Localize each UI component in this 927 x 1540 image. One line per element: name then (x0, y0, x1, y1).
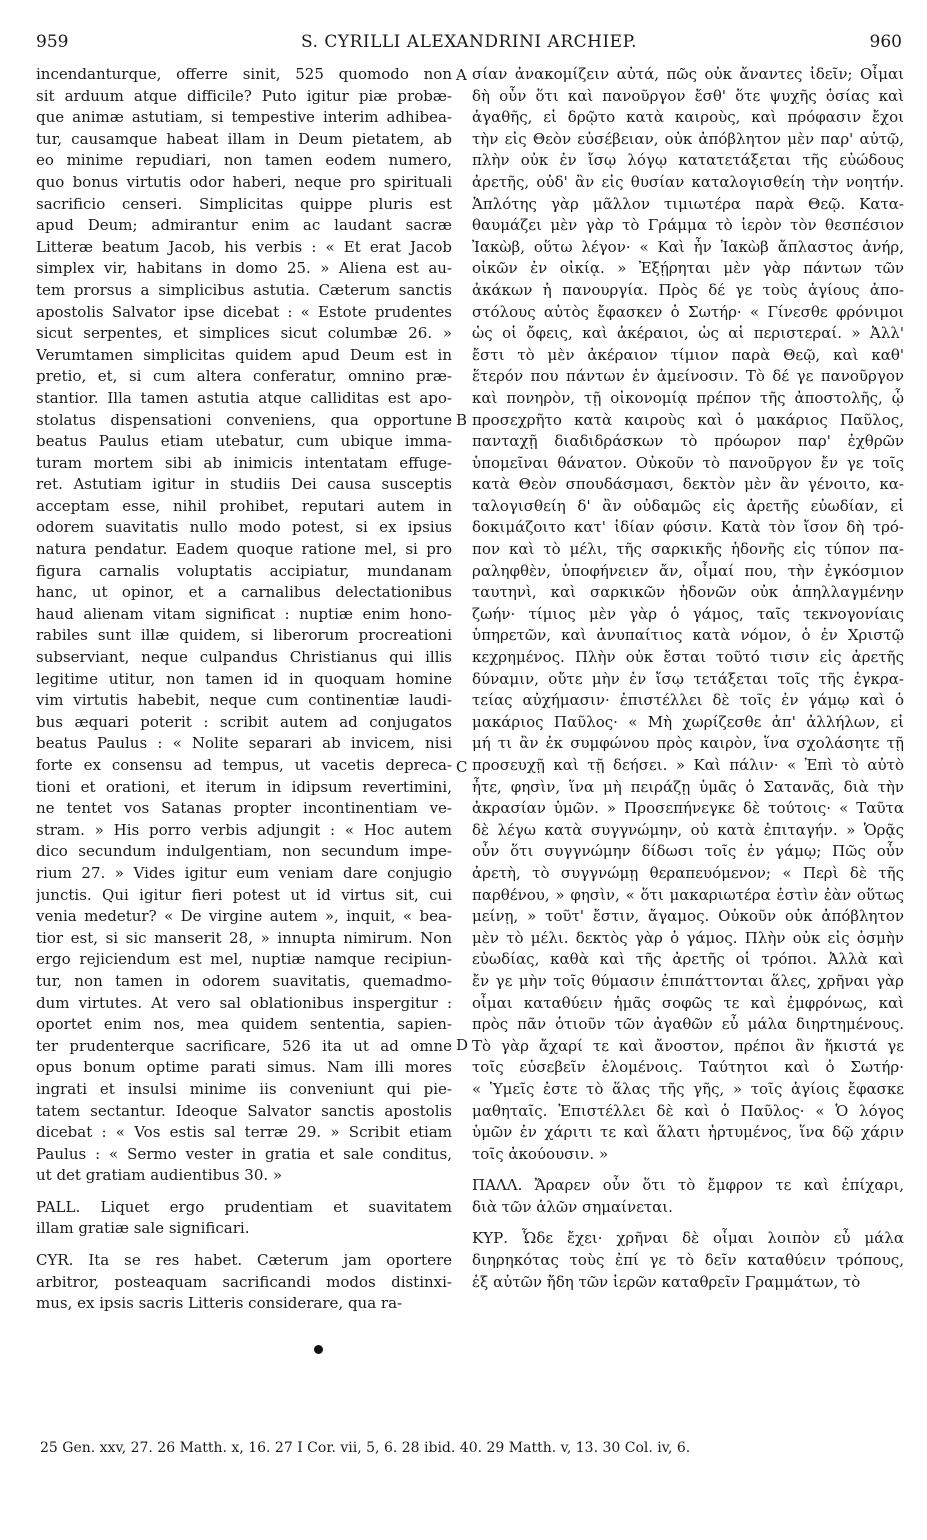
greek-text-line: ἀρετὴ, τὸ συγγνώμῃ θεραπευόμενον; « Περὶ δὲ τῆς (472, 863, 904, 882)
latin-text-line: dum virtutes. At vero sal oblationibus inspergitur : (36, 993, 452, 1012)
greek-text-line: θαυμάζει μὲν γὰρ τὸ Γράμμα τὸ ἱερὸν τὸν θεσπέσιον (472, 216, 904, 235)
latin-text-line: stram. » His porro verbis adjungit : « Hoc autem (36, 820, 452, 839)
greek-cyr-line: διηρηκότας τοὺς ἐπί γε τὸ δεῖν καταθύειν τρόπους, (472, 1251, 904, 1270)
greek-text-line: κατὰ Θεὸν σπουδάσμασι, δεκτὸν μὲν ἂν γένοιτο, κα- (472, 475, 904, 494)
latin-text-line: que animæ astutiam, si tempestive interim adhibea- (36, 108, 452, 127)
margin-letter-c: C (456, 758, 468, 776)
greek-text-line: οὖν ὅτι συγγνώμην δίδωσι τοῖς ἐν γάμῳ; Πῶς οὖν (472, 842, 904, 861)
latin-text-line: natura pendatur. Eadem quoque ratione mel, si pro (36, 540, 452, 559)
latin-text-line: beatus Paulus : « Nolite separari ab invicem, nisi (36, 734, 452, 753)
latin-text-line: ter prudenterque sacrificare, 526 ita ut ad omne (36, 1036, 452, 1055)
latin-text-line: rabiles sunt illæ quidem, si liberorum procreationi (36, 626, 452, 645)
greek-pall-line: διὰ τῶν ἁλῶν σημαίνεται. (472, 1197, 673, 1216)
greek-text-line: δοκιμάζοιτο κατ' ἰδίαν φύσιν. Κατὰ τὸν ἴσον δὴ τρό- (472, 518, 904, 537)
greek-text-line: μή τι ἂν ἐκ συμφώνου πρὸς καιρὸν, ἵνα σχολάσητε τῇ (472, 734, 904, 753)
latin-text-line: apud Deum; admirantur enim ac laudant sacræ (36, 216, 452, 235)
margin-letter-d: D (456, 1036, 469, 1054)
latin-text-line: tior est, si sic manserit 28, » innupta nimirum. Non (36, 928, 452, 947)
latin-text-line: ingrati et insulsi minime iis conveniunt qui pie- (36, 1079, 452, 1098)
latin-column (36, 64, 452, 1315)
latin-text-line: sicut serpentes, et simplices sicut columbæ 26. » (36, 324, 452, 343)
page-number-left: 959 (36, 32, 69, 52)
greek-text-line: οἶμαι καταθύειν ἡμᾶς σοφῶς τε καὶ ἐμφρόνως, καὶ (472, 993, 904, 1012)
greek-text-line: μακάριος Παῦλος· « Μὴ χωρίζεσθε ἀπ' ἀλλήλων, εἰ (472, 712, 904, 731)
latin-text-line: dico secundum indulgentiam, non secundum impe- (36, 842, 452, 861)
latin-pall-line: illam gratiæ sale significari. (36, 1219, 250, 1238)
latin-text-line: sacrificio censeri. Simplicitas quippe pluris est (36, 194, 452, 213)
latin-text-line: stolatus dispensationi conveniens, qua opportune (36, 410, 452, 429)
latin-text-line: ergo rejiciendum est mel, nuptiæ namque recipiun- (36, 950, 452, 969)
greek-paragraph-gap (472, 1165, 904, 1175)
greek-text-line: Ἰακὼβ, οὕτω λέγον· « Καὶ ἦν Ἰακὼβ ἄπλαστος ἀνήρ, (472, 237, 904, 256)
greek-text-line: πανταχῇ διαδιδράσκων τὸ πρόωρον παρ' ἐχθρῶν (472, 432, 904, 451)
greek-text-line: πον καὶ τὸ μέλι, τῆς σαρκικῆς ἡδονῆς εἰς τύπον πα- (472, 540, 904, 559)
greek-text-line: μαθηταῖς. Ἐπιστέλλει δὲ καὶ ὁ Παῦλος· « Ὁ λόγος (472, 1101, 904, 1120)
latin-text-line: legitime utitur, non tamen id in quoquam homine (36, 669, 452, 688)
ink-dot (314, 1345, 323, 1354)
greek-text-line: δὴ οὖν ὅτι καὶ πανοῦργον ἔσθ' ὅτε ψυχῆς ὁσίας καὶ (472, 86, 904, 105)
latin-pall-line: PALL. Liquet ergo prudentiam et suavitatem (36, 1197, 452, 1216)
latin-text-line: simplex vir, habitans in domo 25. » Aliena est au- (36, 259, 452, 278)
greek-text-line: Ἁπλότης γὰρ μᾶλλον τιμιωτέρα παρὰ Θεῷ. Κατα- (472, 194, 904, 213)
running-header (36, 32, 902, 58)
latin-text-line: forte ex consensu ad tempus, ut vacetis depreca- (36, 756, 452, 774)
running-title: S. CYRILLI ALEXANDRINI ARCHIEP. (301, 32, 637, 52)
latin-text-line: ut det gratiam audientibus 30. » (36, 1166, 283, 1185)
latin-text-line: haud alienam vitam significat : nuptiæ enim hono- (36, 604, 452, 623)
greek-text-line: πλὴν οὐκ ἐν ἴσῳ λόγῳ κατατετάξεται τῆς εὐώδους (472, 151, 904, 170)
latin-text-line: ret. Astutiam igitur in studiis Dei causa susceptis (36, 475, 452, 494)
greek-text-line: τείας αὐχήμασιν· ἐπιστέλλει δὲ τοῖς ἐν γάμῳ καὶ ὁ (472, 691, 904, 710)
latin-text-line: ne tentet vos Satanas propter incontinentiam ve- (36, 799, 452, 818)
latin-text-line: acceptam esse, nihil prohibet, reputari autem in (36, 496, 452, 515)
greek-cyr-line: ΚΥΡ. Ὧδε ἔχει· χρῆναι δὲ οἶμαι λοιπὸν εὖ μάλα (472, 1229, 904, 1248)
greek-text-line: ἕτερόν που πάντων ἐν ἀμείνοσιν. Τὸ δέ γε πανοῦργον (472, 367, 904, 386)
margin-letter-a: A (456, 66, 467, 84)
greek-cyr-line: ἐξ αὐτῶν ἤδη τῶν ἱερῶν καταθρεῖν Γραμμάτων, τὸ (472, 1272, 861, 1291)
greek-text-line: τοῖς ἀκούουσιν. » (472, 1144, 609, 1163)
greek-text-line: ἀγαθῆς, εἰ δρῷτο κατὰ καιροὺς, καὶ πρόφασιν ἔχοι (472, 108, 904, 127)
latin-paragraph-gap (36, 1187, 452, 1197)
latin-text-line: dicebat : « Vos estis sal terræ 29. » Scribit etiam (36, 1123, 452, 1142)
latin-text-line: incendanturque, offerre sinit, 525 quomodo non (36, 65, 452, 83)
greek-text-line: ἀρετῆς, οὐδ' ἂν εἰς θυσίαν καταλογισθείη τὴν νοητήν. (472, 172, 904, 191)
latin-text-line: hanc, ut opinor, et a carnalibus delectationibus (36, 583, 452, 602)
greek-pall-line: ΠΑΛΛ. Ἄραρεν οὖν ὅτι τὸ ἔμφρον τε καὶ ἐπίχαρι, (472, 1176, 904, 1195)
latin-text-line: beatus Paulus etiam utebatur, cum ubique imma- (36, 432, 452, 451)
latin-text-line: venia medetur? « De virgine autem », inquit, « bea- (36, 907, 452, 926)
latin-text-line: tioni et orationi, et iterum in idipsum revertimini, (36, 777, 452, 796)
greek-text-line: ραληφθὲν, ὑποφήνειεν ἄν, οἶμαί που, τὴν ἐγκόσμιον (472, 561, 904, 580)
greek-text-line: ταυτηνὶ, καὶ σαρκικῶν ἡδονῶν οὐκ ἀπηλλαγμένην (472, 583, 904, 602)
greek-text-line: μείνῃ, » τοῦτ' ἔστιν, ἄγαμος. Οὐκοῦν οὐκ ἀπόβλητον (472, 907, 904, 926)
greek-text-line: σίαν ἀνακομίζειν αὐτά, πῶς οὐκ ἄναντες ἰδεῖν; Οἶμαι (472, 65, 904, 83)
latin-cyr-line: arbitror, posteaquam sacrificandi modos distinxi- (36, 1272, 452, 1291)
greek-text-line: εὐωδίας, καθὰ καὶ τῆς ἀρετῆς οἱ τρόποι. Ἀλλὰ καὶ (472, 950, 904, 969)
latin-text-line: odorem suavitatis nullo modo potest, si ex ipsius (36, 518, 452, 537)
greek-text-line: παρθένου, » φησὶν, « ὅτι μακαριωτέρα ἐστὶν ἐὰν οὕτως (472, 885, 904, 904)
greek-text-line: ἀκρασίαν ὑμῶν. » Προσεπήνεγκε δὲ τούτοις· « Ταῦτα (472, 799, 904, 818)
greek-text-line: ζωήν· τίμιος μὲν γὰρ ὁ γάμος, ταῖς τεκνογονίαις (472, 604, 904, 623)
latin-text-line: apostolis Salvator ipse dicebat : « Estote prudentes (36, 302, 452, 321)
latin-text-line: turam mortem sibi ab inimicis intentatam effuge- (36, 453, 452, 472)
page-number-right: 960 (869, 32, 902, 52)
latin-text-line: vim virtutis habebit, neque cum continentiæ laudi- (36, 691, 452, 710)
greek-text-line: ἦτε, φησὶν, ἵνα μὴ πειράζῃ ὑμᾶς ὁ Σατανᾶς, διὰ τὴν (472, 777, 904, 796)
greek-text-line: ἔν γε μὴν τοῖς θύμασιν ἐπιπάττονται ἅλες, χρῆναι γὰρ (472, 971, 904, 990)
latin-text-line: subserviant, neque culpandus Christianus qui illis (36, 648, 452, 667)
greek-text-line: ὡς οἱ ὄφεις, καὶ ἀκέραιοι, ὡς αἱ περιστεραί. » Ἀλλ' (472, 324, 904, 343)
greek-text-line: προσευχῇ καὶ τῇ δεήσει. » Καὶ πάλιν· « Ἐπὶ τὸ αὐτὸ (472, 756, 904, 774)
latin-text-line: sit arduum atque difficile? Puto igitur piæ probæ- (36, 86, 452, 105)
greek-text-line: δὲ λέγω κατὰ συγγνώμην, οὐ κατὰ ἐπιταγήν. » Ὁρᾷς (472, 820, 904, 839)
greek-text-line: Τὸ γὰρ ἄχαρί τε καὶ ἄνοστον, πρέποι ἂν ἥκιστά γε (472, 1036, 904, 1055)
latin-text-line: stantior. Illa tamen astutia atque calliditas est apo- (36, 388, 452, 407)
latin-text-line: Verumtamen simplicitas quidem apud Deum est in (36, 345, 452, 364)
latin-text-line: Litteræ beatum Jacob, his verbis : « Et erat Jacob (36, 237, 452, 256)
latin-text-line: tem prorsus a simplicibus astutia. Cæterum sanctis (36, 280, 452, 299)
greek-text-line: ὑμῶν ἐν χάριτι τε καὶ ἅλατι ἠρτυμένος, ἵνα δῷ χάριν (472, 1123, 904, 1142)
greek-text-line: τὴν εἰς Θεὸν εὐσέβειαν, οὐκ ἀπόβλητον μὲν παρ' αὐτῷ, (472, 129, 904, 148)
greek-text-line: κεχρημένος. Πλὴν οὐκ ἔσται τοῦτό τισιν εἰς ἀρετῆς (472, 648, 904, 667)
latin-text-line: pretio, et, si cum altera conferatur, omnino præ- (36, 367, 452, 386)
greek-text-line: τοῖς εὐσεβεῖν ἑλομένοις. Ταύτητοι καὶ ὁ Σωτήρ· (472, 1058, 904, 1077)
greek-text-line: μὲν τὸ μέλι. δεκτὸς γὰρ ὁ γάμος. Πλὴν οὐκ εἰς ὀσμὴν (472, 928, 904, 947)
latin-text-line: eo minime repudiari, non tamen eodem numero, (36, 151, 452, 170)
greek-column (472, 64, 904, 1293)
latin-cyr-line: mus, ex ipsis sacris Litteris considerare, qua ra- (36, 1294, 403, 1313)
latin-text-line: oportet enim nos, mea quidem sententia, sapien- (36, 1015, 452, 1034)
greek-text-line: δύναμιν, οὔτε μὴν ἐν ἴσῳ τετάξεται τοῖς τῆς ἐγκρα- (472, 669, 904, 688)
latin-text-line: junctis. Qui igitur fieri potest ut id virtus sit, cui (36, 885, 452, 904)
latin-text-line: rium 27. » Vides igitur eum veniam dare conjugio (36, 863, 452, 882)
greek-text-line: καὶ πονηρὸν, τῇ οἰκονομίᾳ πρέπον τῆς ἀποστολῆς, ᾧ (472, 388, 904, 407)
latin-text-line: figura carnalis voluptatis accipiatur, mundanam (36, 561, 452, 580)
greek-text-line: ταλογισθείη δ' ἂν οὐδαμῶς εἰς ἀρετῆς εὐωδίαν, εἰ (472, 496, 904, 515)
greek-text-line: προσεχρῆτο κατὰ καιροὺς καὶ ὁ μακάριος Παῦλος, (472, 410, 904, 429)
margin-letter-b: B (456, 411, 468, 429)
latin-text-line: quo bonus virtutis odor haberi, neque pro spirituali (36, 172, 452, 191)
footnotes: 25 Gen. xxv, 27. 26 Matth. x, 16. 27 I Cor. vii, 5, 6. 28 ibid. 40. 29 Matth. v, 13. 30 Col. iv, 6. (40, 1440, 691, 1456)
latin-text-line: tatem sectantur. Ideoque Salvator sanctis apostolis (36, 1101, 452, 1120)
latin-text-line: bus æquari poterit : scribit autem ad conjugatos (36, 712, 452, 731)
greek-text-line: ὑπομεῖναι θάνατον. Οὐκοῦν τὸ πανοῦργον ἔν γε τοῖς (472, 453, 904, 472)
latin-text-line: tur, non tamen in odorem suavitatis, quemadmo- (36, 971, 452, 990)
latin-text-line: opus bonum optime parati simus. Nam illi mores (36, 1058, 452, 1077)
greek-paragraph-gap (472, 1218, 904, 1228)
latin-text-line: tur, causamque habeat illam in Deum pietatem, ab (36, 129, 452, 148)
latin-cyr-line: CYR. Ita se res habet. Cæterum jam oportere (36, 1251, 452, 1270)
greek-text-line: « Ὑμεῖς ἐστε τὸ ἅλας τῆς γῆς, » τοῖς ἁγίοις ἔφασκε (472, 1079, 904, 1098)
greek-text-line: ἀκάκων ἡ πανουργία. Πρὸς δέ γε τοὺς ἁγίους ἀπο- (472, 280, 904, 299)
greek-text-line: πρὸς πᾶν ὁτιοῦν τῶν ἀγαθῶν εὖ μάλα διηρτημένους. (472, 1015, 904, 1034)
greek-text-line: ἔστι τὸ μὲν ἀκέραιον τίμιον παρὰ Θεῷ, καὶ καθ' (472, 345, 904, 364)
greek-text-line: ὑπηρετῶν, καὶ ἀνυπαίτιος κατὰ νόμον, ὁ ἐν Χριστῷ (472, 626, 904, 645)
latin-text-line: Paulus : « Sermo vester in gratia et sale conditus, (36, 1144, 452, 1163)
latin-paragraph-gap (36, 1240, 452, 1250)
greek-text-line: οἰκῶν ἐν οἰκίᾳ. » Ἐξῄρηται μὲν γὰρ πάντων τῶν (472, 259, 904, 278)
greek-text-line: στόλους αὐτὸς ἔφασκεν ὁ Σωτήρ· « Γίνεσθε φρόνιμοι (472, 302, 904, 321)
